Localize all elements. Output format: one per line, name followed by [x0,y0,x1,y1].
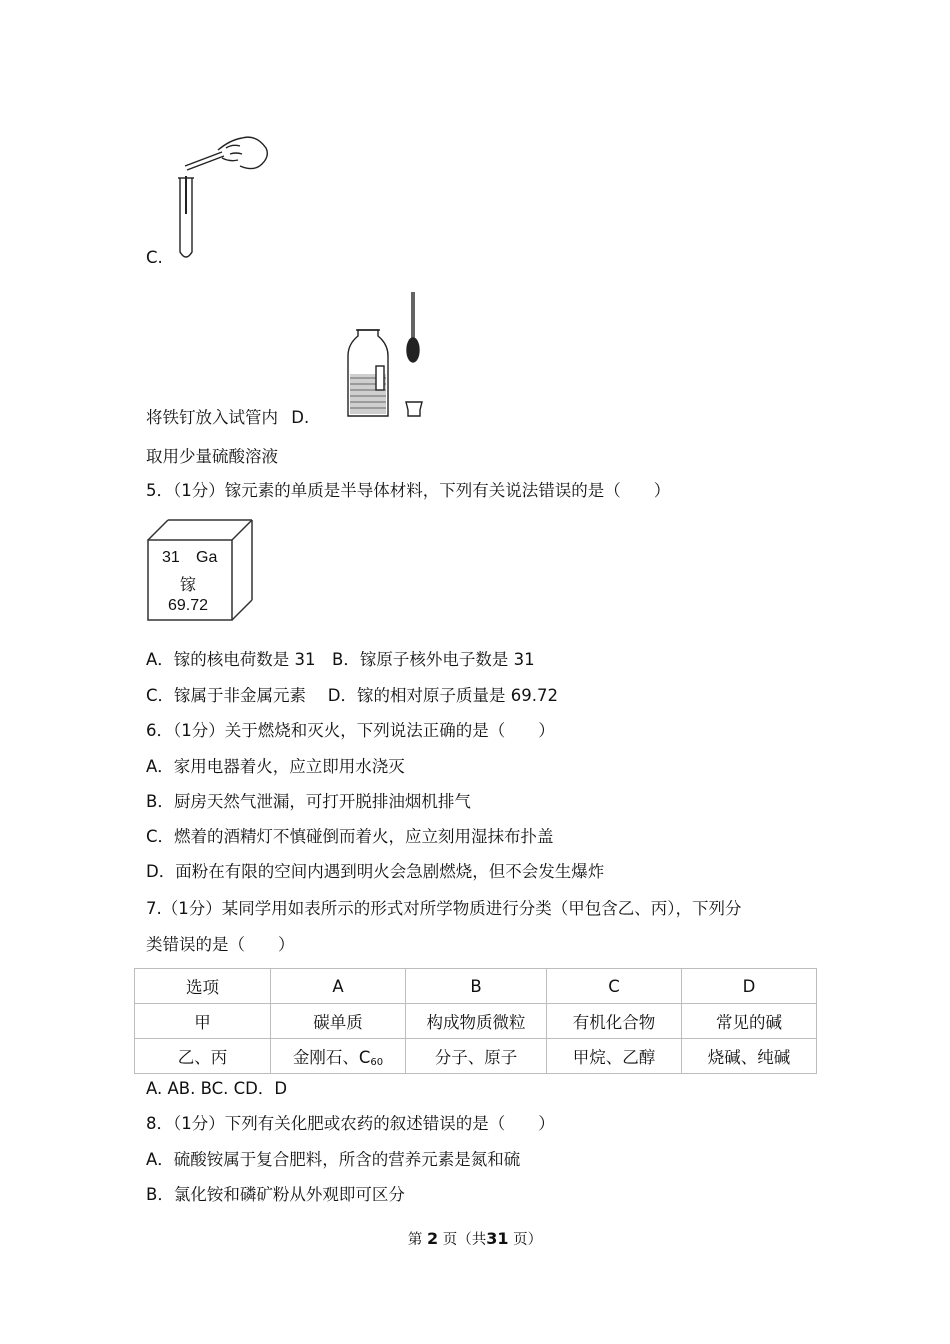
table-header-row [135,969,817,1004]
table-cell: 选项 [135,969,271,1004]
q4-option-d-caption: 取用少量硫酸溶液 [146,447,278,466]
classification-table [134,968,817,1074]
q8-stem: 8．（1分）下列有关化肥或农药的叙述错误的是（ ） [146,1114,555,1133]
q4-option-c-caption-and-d-label [146,407,309,429]
table-cell: 乙、丙 [135,1039,271,1074]
page-footer [0,1228,950,1249]
table-cell: B [406,969,547,1004]
table-cell: A [271,969,406,1004]
subscript: 60 [370,1057,384,1068]
q6-option-a: A．家用电器着火，应立即用水浇灭 [146,757,405,776]
table-cell: 有机化合物 [547,1004,682,1039]
table-cell: 甲烷、乙醇 [547,1039,682,1074]
footer-middle: 页（共 [442,1232,487,1248]
q5-stem: 5．（1分）镓元素的单质是半导体材料，下列有关说法错误的是（ ） [146,481,671,500]
footer-page-number: 2 [426,1229,439,1248]
q6-option-d: D．面粉在有限的空间内遇到明火会急剧燃烧，但不会发生爆炸 [146,862,605,881]
table-cell: 烧碱、纯碱 [682,1039,817,1074]
q7-stem-line1: 7.（1分）某同学用如表所示的形式对所学物质进行分类（甲包含乙、丙），下列分 [146,899,742,918]
cell-text: 金刚石、C [292,1048,371,1067]
q4-option-c-label: C. [146,248,163,267]
element-number: 31 [162,549,180,566]
tweezers-test-tube-figure [170,126,280,266]
q8-option-a: A．硫酸铵属于复合肥料，所含的营养元素是氮和硫 [146,1150,521,1169]
table-cell: 构成物质微粒 [406,1004,547,1039]
q7-stem-line2: 类错误的是（ ） [146,935,295,954]
table-cell: 分子、原子 [406,1039,547,1074]
reagent-bottle-dropper-figure [340,290,440,422]
footer-suffix: 页） [513,1232,543,1248]
q5-options-line2: C．镓属于非金属元素 D．镓的相对原子质量是 69.72 [146,686,558,705]
q4-option-c-caption: 将铁钉放入试管内 [146,408,278,427]
table-row [135,1039,817,1074]
footer-total-pages: 31 [486,1229,509,1248]
table-cell: C [547,969,682,1004]
element-mass: 69.72 [168,597,209,614]
element-symbol: Ga [196,549,218,566]
q5-options-line1: A．镓的核电荷数是 31 B．镓原子核外电子数是 31 [146,650,535,669]
footer-prefix: 第 [407,1232,423,1248]
table-cell: 碳单质 [271,1004,406,1039]
q6-option-b: B．厨房天然气泄漏，可打开脱排油烟机排气 [146,792,471,811]
table-cell: 甲 [135,1004,271,1039]
table-cell: D [682,969,817,1004]
q6-option-c: C．燃着的酒精灯不慎碰倒而着火，应立刻用湿抹布扑盖 [146,827,554,846]
table-cell-with-subscript [271,1039,406,1074]
q6-stem: 6．（1分）关于燃烧和灭火，下列说法正确的是（ ） [146,721,555,740]
q7-options: A. AB. BC. CD．D [146,1079,288,1098]
q4-option-d-label: D. [291,408,310,427]
table-row [135,1004,817,1039]
table-cell: 常见的碱 [682,1004,817,1039]
element-name: 镓 [180,575,197,594]
q8-option-b: B．氯化铵和磷矿粉从外观即可区分 [146,1185,405,1204]
